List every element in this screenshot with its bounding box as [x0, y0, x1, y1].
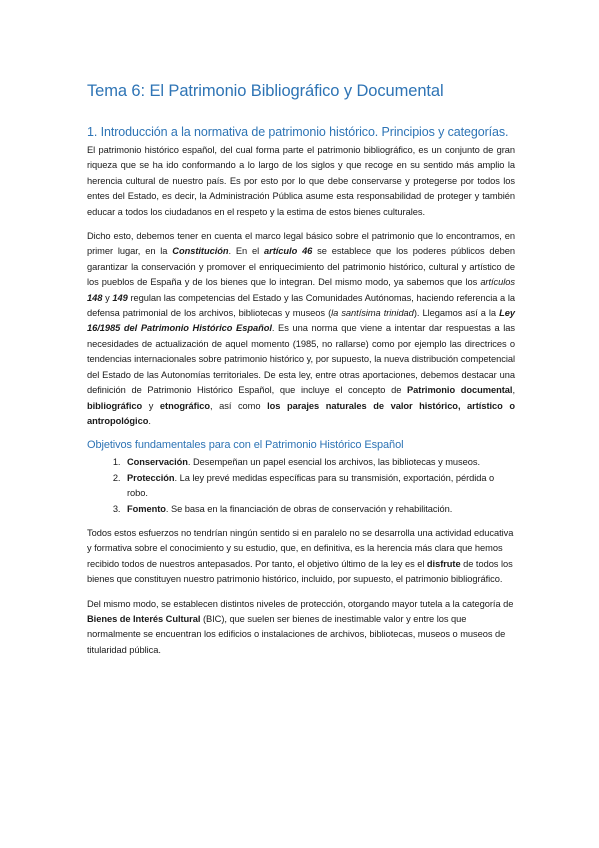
text-run: y: [102, 292, 113, 303]
text-run: Del mismo modo, se establecen distintos niveles de protección, otorgando mayor tutela a la categoría de: [87, 598, 514, 609]
objective-text: . La ley prevé medidas específicas para su transmisión, exportación, pérdida o robo.: [127, 472, 495, 499]
text-run: se establece que los poderes públicos deben garantizar la conservación y promover el enriquecimiento del patrimonio histórico, cultural y artístico de los pueblos de España y de los bienes que lo integran. Del mismo modo, ya sabemos que los: [87, 246, 516, 288]
text-run: regulan las competencias del Estado y las Comunidades Autónomas, haciendo referencia a la defensa patrimonial de los archivos, bibliotecas y museos (: [87, 292, 516, 319]
objectives-heading: Objetivos fundamentales para con el Patrimonio Histórico Español: [87, 439, 404, 452]
document-page: [87, 80, 515, 667]
objective-term: Fomento: [127, 503, 166, 514]
ley-16-1985-term: Ley 16/1985 del Patrimonio Histórico Español: [87, 308, 515, 334]
text-run: ,: [512, 385, 515, 396]
text-run: Todos estos esfuerzos no tendrían ningún sentido si en paralelo no se desarrolla una actividad educativa y formativa sobre el conocimiento y su estudio, que, en definitiva, es la herencia más clara que hemos recibido todos de nuestros antepasados. Por tanto, el objetivo último de la ley es el: [87, 527, 514, 569]
article-46-term: artículo 46: [264, 246, 313, 257]
patrimonio-documental-term: Patrimonio documental: [407, 385, 513, 396]
disfrute-term: disfrute: [426, 558, 461, 569]
bic-term: Bienes de Interés Cultural: [87, 613, 201, 624]
objective-text: . Se basa en la financiación de obras de conservación y rehabilitación.: [165, 503, 453, 514]
objective-text: . Desempeñan un papel esencial los archivos, las bibliotecas y museos.: [187, 457, 480, 468]
objective-term: Protección: [127, 472, 175, 483]
list-item: [123, 471, 515, 502]
text-run: de todos los bienes que constituyen nuestro patrimonio histórico, incluido, por supuesto, el patrimonio bibliográfico.: [87, 558, 513, 585]
text-run: (BIC), que suelen ser bienes de inestimable valor y entre los que normalmente se encuentran los edificios o instalaciones de archivos, bibliotecas, museos o museos de titularidad pública.: [87, 613, 506, 655]
text-run: .: [148, 415, 151, 426]
constitucion-term: Constitución: [172, 246, 229, 257]
paragraph-intro: El patrimonio histórico español, del cual forma parte el patrimonio bibliográfico, es un conjunto de gran riqueza que se ha ido conformando a lo largo de los siglos y que recoge en su sentido más amplio la herencia cultural de nuestro país. Es por esto por lo que debe conservarse y protegerse por todos los entes del Estado, es decir, la Administración Pública asume esta responsabilidad de proteger y también educar a todos los ciudadanos en el respeto y la estima de estos bienes culturales.: [87, 145, 515, 217]
articulos-term: artículos: [480, 277, 515, 288]
article-149-term: 149: [112, 292, 128, 303]
objectives-list: [87, 455, 515, 517]
paragraph-legal-framework: [87, 229, 515, 429]
parajes-term: los parajes naturales de valor histórico, artístico o antropológico: [87, 400, 515, 426]
text-run: . En el: [228, 246, 265, 257]
text-run: , así como: [210, 400, 268, 411]
list-item: [123, 502, 515, 517]
trinidad-aside: la santísima trinidad: [331, 308, 414, 319]
text-run: ). Llegamos así a la: [413, 308, 500, 319]
text-run: y: [142, 400, 160, 411]
text-run: . Es una norma que viene a intentar dar respuestas a las necesidades de actualización de aquel momento (1985, no rallarse) como por ejemplo las directrices o tendencias internacionales sobre patrimonio histórico y, por supuesto, la nueva distribución competencial del Estado de las Autonomías territoriales. De esta ley, entre otras aportaciones, debemos destacar una definición de Patrimonio Histórico Español, que incluye el concepto de: [87, 323, 515, 396]
article-148-term: 148: [87, 292, 103, 303]
objective-term: Conservación: [127, 457, 188, 468]
text-run: Dicho esto, debemos tener en cuenta el marco legal básico sobre el patrimonio que lo encontramos, en primer lugar, en la: [87, 231, 515, 257]
list-item: [123, 455, 515, 470]
document-title: Tema 6: El Patrimonio Bibliográfico y Documental: [87, 82, 444, 100]
paragraph-education: [87, 526, 515, 588]
bibliografico-term: bibliográfico: [87, 400, 143, 411]
etnografico-term: etnográfico: [159, 400, 210, 411]
section-heading: 1. Introducción a la normativa de patrimonio histórico. Principios y categorías.: [87, 125, 509, 139]
paragraph-protection-levels: [87, 597, 515, 659]
